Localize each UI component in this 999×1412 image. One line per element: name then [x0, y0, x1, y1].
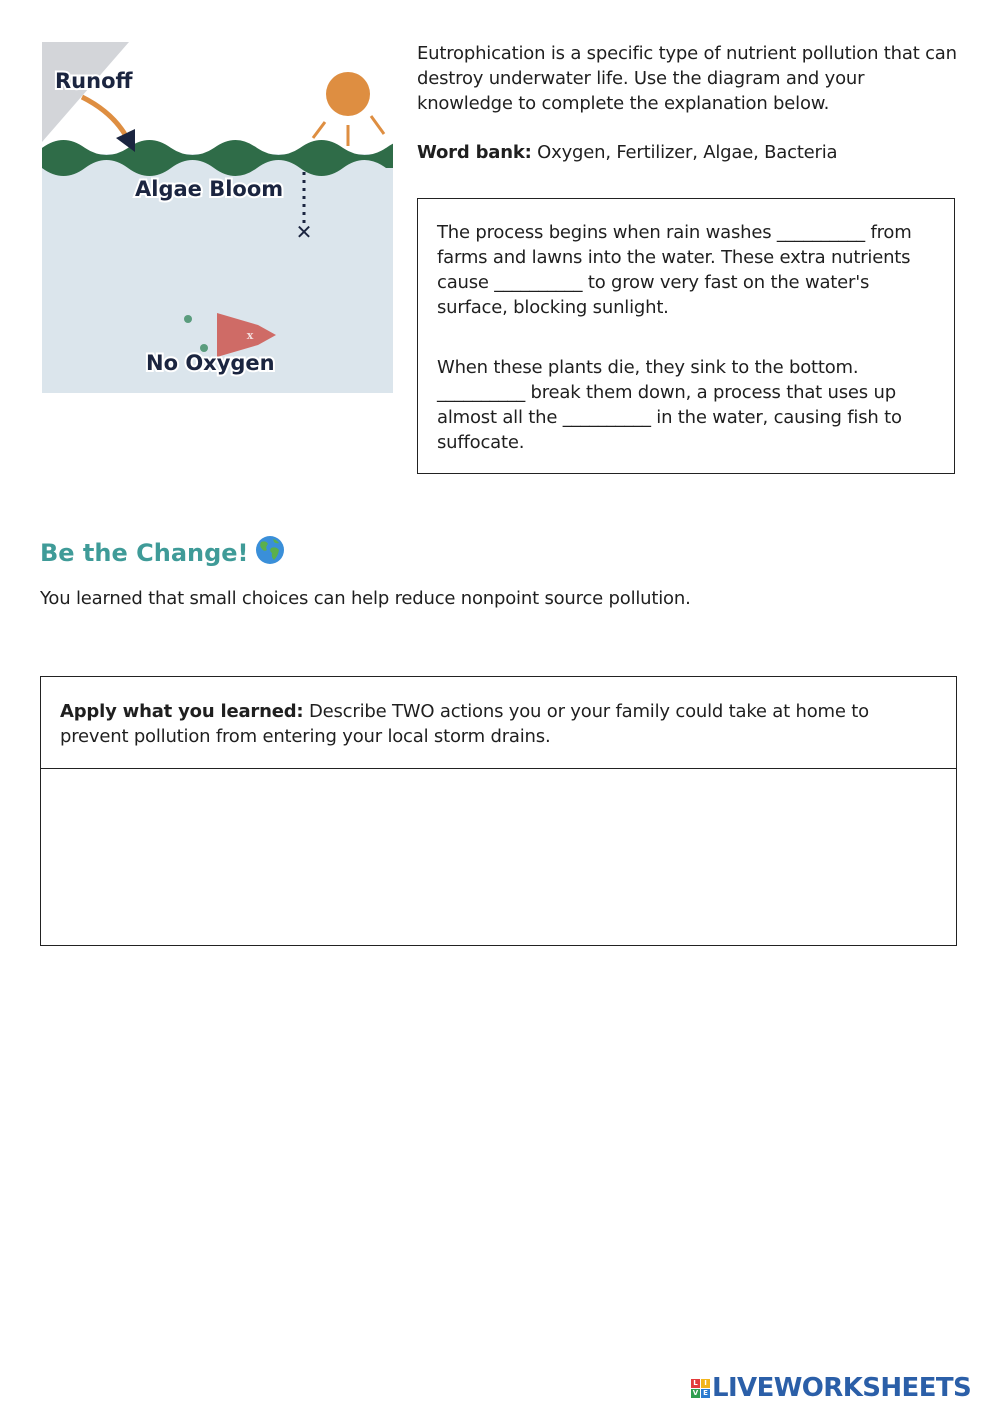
sink-x-icon: ✕	[295, 220, 313, 244]
sun-icon	[326, 72, 370, 116]
section-title	[40, 535, 285, 569]
apply-divider	[41, 768, 956, 769]
bubble-icon	[184, 315, 192, 323]
liveworksheets-logo-icon: L I V E	[691, 1379, 710, 1398]
liveworksheets-text: LIVEWORKSHEETS	[712, 1373, 972, 1403]
word-bank-label: Word bank:	[417, 142, 532, 163]
intro-text: Eutrophication is a specific type of nutrient pollution that can destroy underwater life. Use the diagram and your knowledge to complete the explanation below.	[417, 43, 957, 114]
apply-prompt	[60, 699, 930, 749]
section-lead: You learned that small choices can help reduce nonpoint source pollution.	[40, 588, 691, 609]
liveworksheets-branding	[691, 1373, 971, 1403]
apply-label: Apply what you learned:	[60, 701, 304, 722]
fish-eye-x: x	[246, 329, 254, 342]
diagram-illustration	[42, 42, 393, 393]
apply-box	[40, 676, 957, 946]
word-bank-words: Oxygen, Fertilizer, Algae, Bacteria	[537, 142, 838, 163]
apply-answer-input[interactable]	[41, 770, 956, 944]
fill-in-box	[417, 198, 955, 474]
globe-icon	[255, 535, 285, 565]
apply-prompt-text: Describe TWO actions you or your family could take at home to prevent pollution from entering your local storm drains.	[60, 701, 869, 747]
algae-bloom-label: Algae Bloom	[135, 177, 284, 201]
no-oxygen-label: No Oxygen	[146, 351, 275, 375]
section-title-text: Be the Change!	[40, 539, 249, 567]
word-bank	[417, 140, 957, 165]
eutrophication-diagram	[42, 42, 393, 393]
runoff-label: Runoff	[55, 69, 133, 93]
fill-in-paragraph-2: When these plants die, they sink to the bottom. __________ break them down, a process that uses up almost all the __________ in the water, causing fish to suffocate.	[437, 357, 902, 453]
fill-in-paragraph-1: The process begins when rain washes __________ from farms and lawns into the water. These extra nutrients cause __________ to grow very fast on the water's surface, blocking sunlight.	[437, 222, 912, 318]
